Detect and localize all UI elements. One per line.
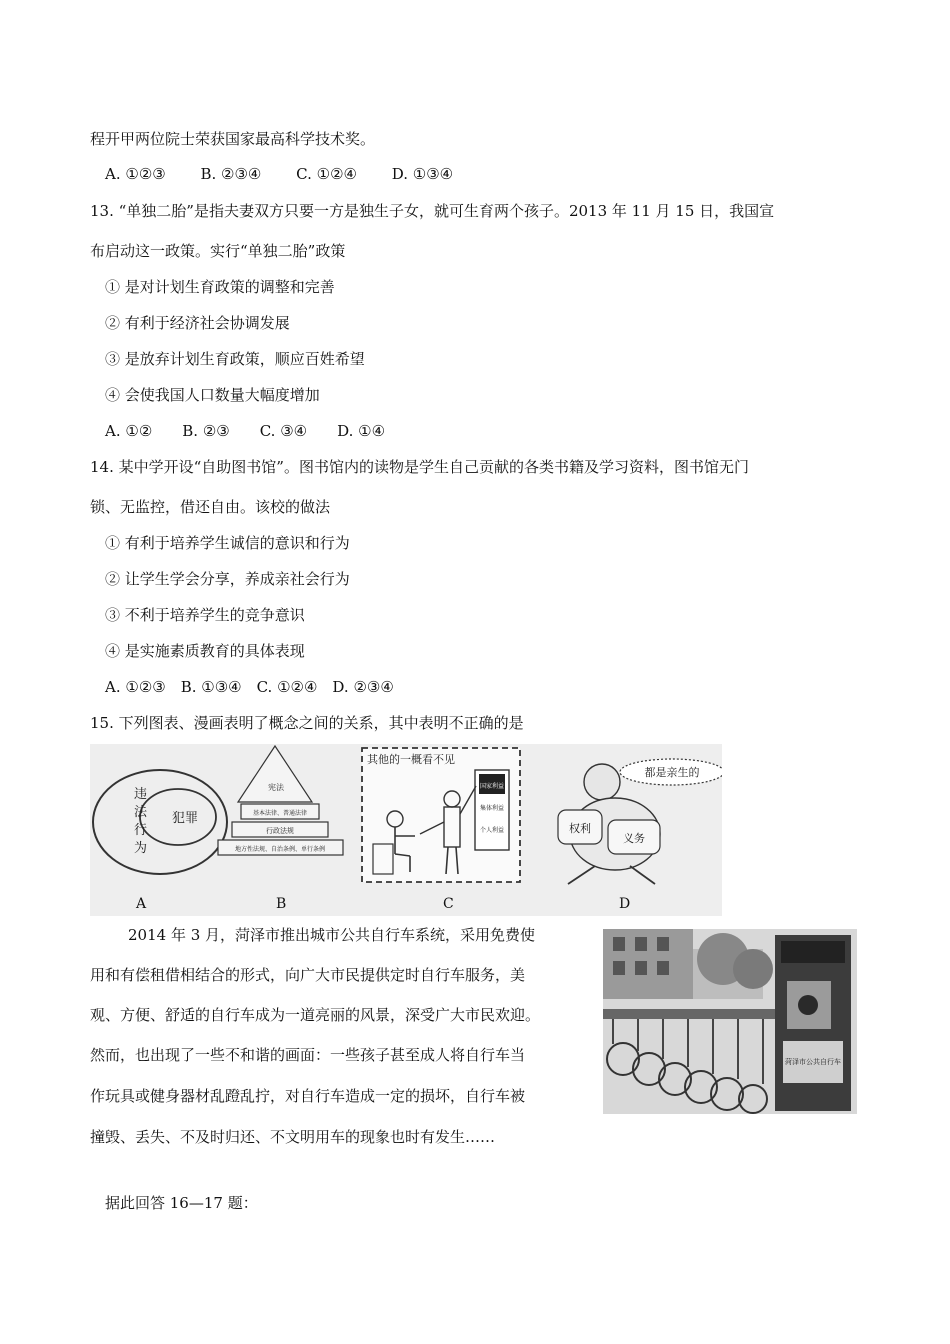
- q13-item-2: ② 有利于经济社会协调发展: [105, 314, 290, 332]
- figure-c-label: C: [443, 896, 454, 912]
- footer-instruction: 据此回答 16—17 题：: [105, 1194, 258, 1212]
- q14-item-3: ③ 不利于培养学生的竞争意识: [105, 606, 305, 624]
- q14-options: A. ①②③ B. ①③④ C. ①②④ D. ②③④: [105, 678, 394, 696]
- q13-item-3: ③ 是放弃计划生育政策，顺应百姓希望: [105, 350, 365, 368]
- figure-d-left-label: 权利: [569, 822, 591, 835]
- passage-line-6: 撞毁、丢失、不及时归还、不文明用车的现象也时有发生……: [90, 1128, 496, 1146]
- q12-options: A. ①②③ B. ②③④ C. ①②④ D. ①③④: [105, 165, 454, 183]
- figure-c-board-2: 集体利益: [479, 805, 505, 812]
- q13-options: A. ①② B. ②③ C. ③④ D. ①④: [105, 422, 386, 440]
- figure-c-caption: 其他的一概看不见: [367, 753, 455, 766]
- figure-c-board-1: 国家利益: [479, 783, 505, 790]
- q14-stem-2: 锁、无监控，借还自由。该校的做法: [90, 498, 331, 516]
- figure-a-outer-char-1: 违: [134, 787, 148, 802]
- passage-line-4: 然而，也出现了一些不和谐的画面：一些孩子甚至成人将自行车当: [90, 1046, 526, 1064]
- figure-b-tier-3: 行政法规: [266, 827, 294, 835]
- passage-line-5: 作玩具或健身器材乱蹬乱拧，对自行车造成一定的损坏，自行车被: [90, 1087, 526, 1105]
- figure-d-label: D: [619, 896, 631, 912]
- figure-a-label: A: [136, 896, 147, 912]
- figure-b-label: B: [276, 896, 287, 912]
- figure-d-right-label: 义务: [623, 832, 645, 845]
- figure-a-outer-char-4: 为: [134, 841, 148, 856]
- figure-a-venn: [93, 770, 227, 874]
- figure-a-inner-label: 犯罪: [172, 811, 199, 826]
- q15-figure-strip: [90, 744, 722, 916]
- passage-line-3: 观、方便、舒适的自行车成为一道亮丽的风景，深受广大市民欢迎。: [90, 1006, 541, 1024]
- figure-a-outer-char-3: 行: [134, 823, 148, 838]
- figure-b-tier-2: 基本法律、普通法律: [252, 810, 308, 817]
- q15-stem: 15. 下列图表、漫画表明了概念之间的关系，其中表明不正确的是: [90, 714, 524, 732]
- figure-c-cartoon: [362, 748, 520, 882]
- figure-c-board-3: 个人利益: [479, 827, 505, 834]
- figure-d-cartoon: [558, 759, 722, 884]
- q14-item-1: ① 有利于培养学生诚信的意识和行为: [105, 534, 350, 552]
- q13-item-1: ① 是对计划生育政策的调整和完善: [105, 278, 335, 296]
- q13-stem-1: 13. “单独二胎”是指夫妻双方只要一方是独生子女，就可生育两个孩子。2013 年 11 月 15 日，我国宣: [90, 202, 775, 220]
- bike-station-photo: [603, 929, 857, 1114]
- passage-line-1: 2014 年 3 月，菏泽市推出城市公共自行车系统，采用免费使: [128, 926, 536, 944]
- figure-b-tier-1: 宪法: [268, 783, 284, 792]
- figure-a-outer-char-2: 法: [134, 805, 148, 820]
- q12-tail: 程开甲两位院士荣获国家最高科学技术奖。: [90, 130, 376, 148]
- q14-item-4: ④ 是实施素质教育的具体表现: [105, 642, 305, 660]
- figure-b-tier-4: 地方性法规、自治条例、单行条例: [234, 846, 326, 853]
- passage-line-2: 用和有偿租借相结合的形式，向广大市民提供定时自行车服务，美: [90, 966, 526, 984]
- q13-stem-2: 布启动这一政策。实行“单独二胎”政策: [90, 242, 346, 260]
- photo-sign: 菏泽市公共自行车: [785, 1058, 841, 1066]
- figure-d-bubble: 都是亲生的: [644, 766, 700, 779]
- q14-item-2: ② 让学生学会分享，养成亲社会行为: [105, 570, 350, 588]
- q14-stem-1: 14. 某中学开设“自助图书馆”。图书馆内的读物是学生自己贡献的各类书籍及学习资料，图书馆无门: [90, 458, 749, 476]
- figure-b-pyramid: [218, 746, 343, 855]
- q13-item-4: ④ 会使我国人口数量大幅度增加: [105, 386, 320, 404]
